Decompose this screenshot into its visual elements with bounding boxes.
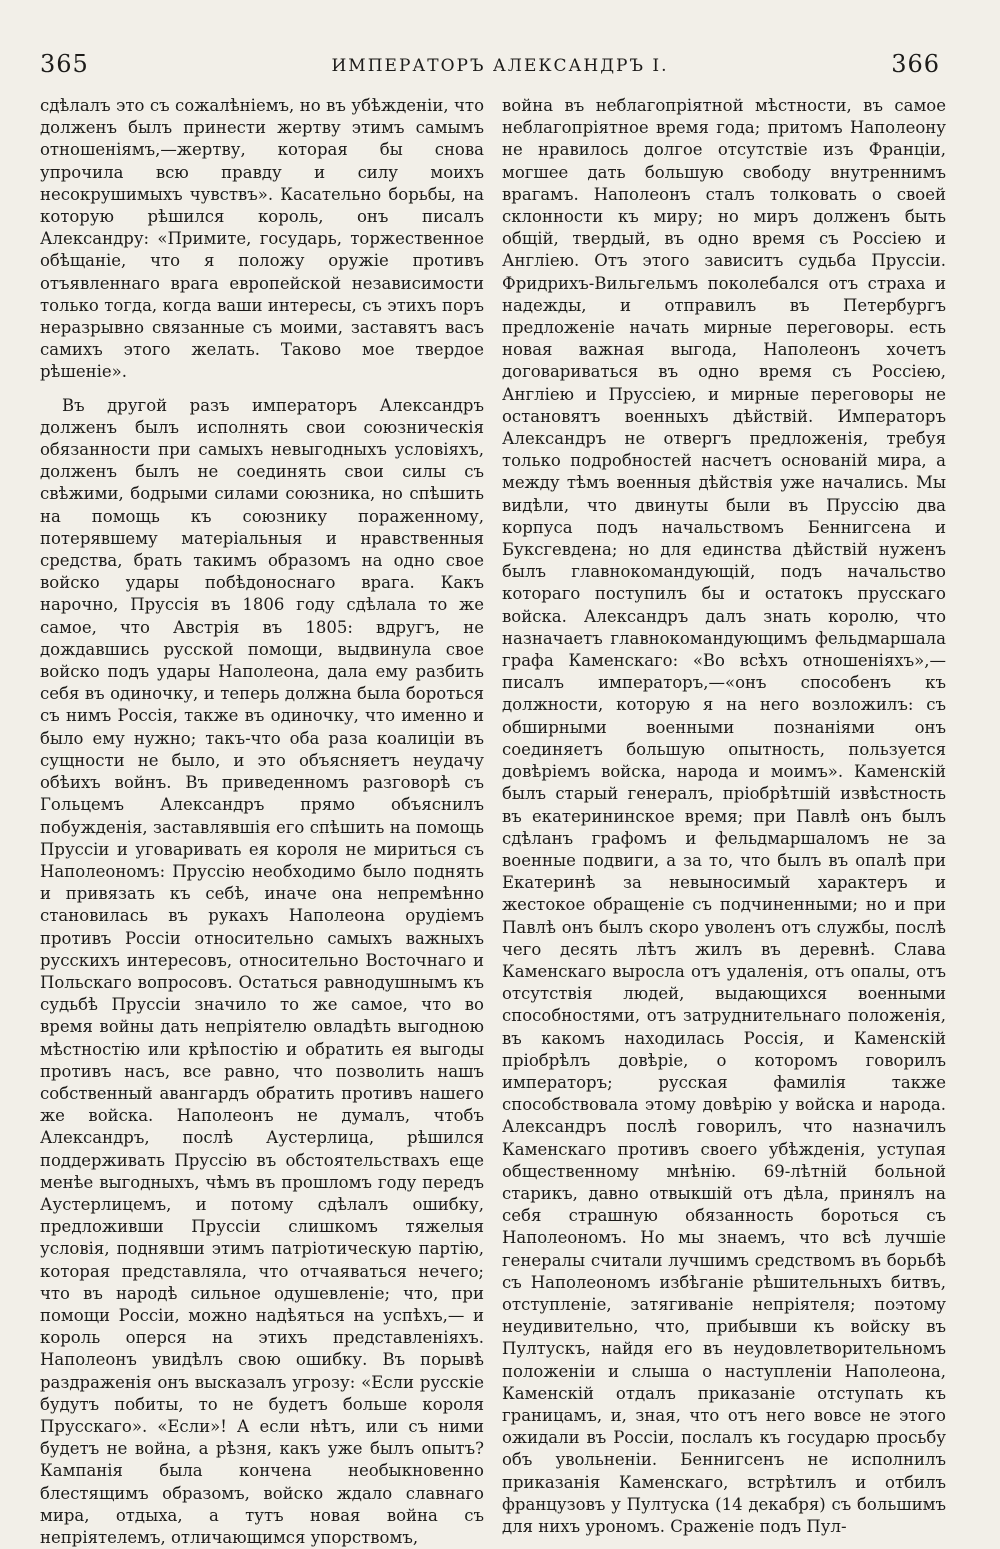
- page-number-right: 366: [891, 50, 940, 78]
- page-number-left: 365: [40, 50, 89, 78]
- left-text-column: [40, 95, 484, 1549]
- paragraph: Въ другой разъ императоръ Александръ долженъ былъ исполнять свои союзническія обязанности при самыхъ невыгодныхъ условіяхъ, долженъ былъ не соединять свои силы съ свѣжими, бодрыми силами союзника, но спѣшить на помощь къ союзнику пораженному, потерявшему матеріальныя и нравственныя средства, брать такимъ образомъ на одно свое войско удары побѣдоноснаго врага. Какъ нарочно, Пруссія въ 1806 году сдѣлала то же самое, что Австрія въ 1805: вдругъ, не дождавшись русской помощи, выдвинула свое войско подъ удары Наполеона, дала ему разбить себя въ одиночку, и теперь должна была бороться съ нимъ Россія, также въ одиночку, что именно и было ему нужно; такъ-что оба раза коалиціи въ сущности не было, и это объясняетъ неудачу обѣихъ войнъ. Въ приведенномъ разговорѣ съ Гольцемъ Александръ прямо объяснилъ побужденія, заставлявшія его спѣшить на помощь Пруссіи и уговаривать ея короля не мириться съ Наполеономъ: Пруссію необходимо было поднять и привязать къ себѣ, иначе она непремѣнно становилась въ рукахъ Наполеона орудіемъ противъ Россіи относительно самыхъ важныхъ русскихъ интересовъ, относительно Восточнаго и Польскаго вопросовъ. Остаться равнодушнымъ къ судьбѣ Пруссіи значило то же самое, что во время войны дать непріятелю овладѣть выгодною мѣстностію или крѣпостію и обратить ея выгоды противъ насъ, все равно, что позволить нашъ собственный авангардъ обратить противъ нашего же войска. Наполеонъ не думалъ, чтобъ Александръ, послѣ Аустерлица, рѣшился поддерживать Пруссію въ обстоятельствахъ еще менѣе выгодныхъ, чѣмъ въ прошломъ году передъ Аустерлицемъ, и потому сдѣлалъ ошибку, предложивши Пруссіи слишкомъ тяжелыя условія, поднявши этимъ патріотическую партію, которая представляла, что отчаяваться нечего; что въ народѣ сильное одушевленіе; что, при помощи Россіи, можно надѣяться на успѣхъ,— и король оперся на этихъ представленіяхъ. Наполеонъ увидѣлъ свою ошибку. Въ порывѣ раздраженія онъ высказалъ угрозу: «Если русскіе будутъ побиты, то не будетъ больше короля Прусскаго». «Если»! А если нѣтъ, или съ ними будетъ не война, а рѣзня, какъ уже былъ опытъ? Кампанія была кончена необыкновенно блестящимъ образомъ, войско ждало славнаго мира, отдыха, а тутъ новая война съ непріятелемъ, отличающимся упорствомъ,: [40, 395, 484, 1547]
- right-text-column: [502, 95, 946, 1538]
- paragraph: сдѣлалъ это съ сожалѣніемъ, но въ убѣжденіи, что долженъ былъ принести жертву этимъ самымъ отношеніямъ,—жертву, которая бы снова упрочила всю правду и силу моихъ несокрушимыхъ чувствъ». Касательно борьбы, на которую рѣшился король, онъ писалъ Александру: «Примите, государь, торжественное обѣщаніе, что я положу оружіе противъ отъявленнаго врага европейской независимости только тогда, когда ваши интересы, съ этихъ поръ неразрывно связанные съ моими, заставятъ васъ самихъ этого желать. Таково мое твердое рѣшеніе».: [40, 96, 484, 382]
- paragraph: война въ неблагопріятной мѣстности, въ самое неблагопріятное время года; притомъ Наполеону не нравилось долгое отсутствіе изъ Франціи, могшее дать большую свободу внутреннимъ врагамъ. Наполеонъ сталъ толковать о своей склонности къ миру; но миръ долженъ быть общій, твердый, въ одно время съ Россіею и Англіею. Отъ этого зависитъ судьба Пруссіи. Фридрихъ-Вильгельмъ поколебался отъ страха и надежды, и отправилъ въ Петербургъ предложеніе начать мирные переговоры. есть новая важная выгода, Наполеонъ хочетъ договариваться въ одно время съ Россіею, Англіею и Пруссіею, и мирные переговоры не остановятъ военныхъ дѣйствій. Императоръ Александръ не отвергъ предложенія, требуя только подробностей насчетъ основаній мира, а между тѣмъ военныя дѣйствія уже начались. Мы видѣли, что двинуты были въ Пруссію два корпуса подъ начальствомъ Беннигсена и Буксгевдена; но для единства дѣйствій нуженъ былъ главнокомандующій, подъ начальство котораго поступилъ бы и остатокъ прусскаго войска. Александръ далъ знать королю, что назначаетъ главнокомандующимъ фельдмаршала графа Каменскаго: «Во всѣхъ отношеніяхъ»,— писалъ императоръ,—«онъ способенъ къ должности, которую я на него возложилъ: съ обширными военными познаніями онъ соединяетъ большую опытность, пользуется довѣріемъ войска, народа и моимъ». Каменскій былъ старый генералъ, пріобрѣтшій извѣстность въ екатерининское время; при Павлѣ онъ былъ сдѣланъ графомъ и фельдмаршаломъ не за военные подвиги, а за то, что былъ въ опалѣ при Екатеринѣ за невыносимый характеръ и жестокое обращеніе съ подчиненными; но и при Павлѣ онъ былъ скоро уволенъ отъ службы, послѣ чего десять лѣтъ жилъ въ деревнѣ. Слава Каменскаго выросла отъ удаленія, отъ опалы, отъ отсутствія людей, выдающихся военными способностями, отъ затруднительнаго положенія, въ какомъ находилась Россія, и Каменскій пріобрѣлъ довѣріе, о которомъ говорилъ императоръ; русская фамилія также способствовала этому довѣрію у войска и народа. Александръ послѣ говорилъ, что назначилъ Каменскаго противъ своего убѣжденія, уступая общественному мнѣнію. 69-лѣтній больной старикъ, давно отвыкшій отъ дѣла, принялъ на себя страшную обязанность бороться съ Наполеономъ. Но мы знаемъ, что всѣ лучшіе генералы считали лучшимъ средствомъ въ борьбѣ съ Наполеономъ избѣганіе рѣшительныхъ битвъ, отступленіе, затягиваніе непріятеля; поэтому неудивительно, что, прибывши къ войску въ Пултускъ, найдя его въ неудовлетворительномъ положеніи и слыша о наступленіи Наполеона, Каменскій отдалъ приказаніе отступать къ границамъ, и, зная, что отъ него вовсе не этого ожидали въ Россіи, послалъ къ государю просьбу объ увольненіи. Беннигсенъ не исполнилъ приказанія Каменскаго, встрѣтилъ и отбилъ французовъ у Пултуска (14 декабря) съ большимъ для нихъ урономъ. Сраженіе подъ Пул-: [502, 96, 946, 1536]
- running-title: ИМПЕРАТОРЪ АЛЕКСАНДРЪ I.: [331, 56, 669, 76]
